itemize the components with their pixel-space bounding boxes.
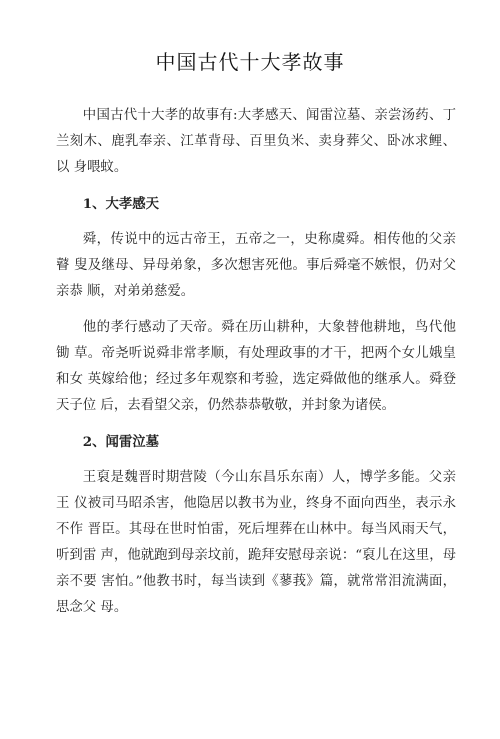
- section-heading-1: 1、大孝感天: [82, 196, 160, 212]
- section-1-paragraph-2: 他的孝行感动了天帝。舜在历山耕种，大象替他耕地，鸟代他锄 草。帝尧听说舜非常孝顺，有处理政事的才干，把两个女儿娥皇和女 英嫁给他；经过多年观察和考验，选定舜做他的继承人。舜登天子位 后，去看望父亲，仍然恭恭敬敬，并封象为诸侯。: [56, 320, 456, 413]
- section-1-paragraph-1: 舜，传说中的远古帝王，五帝之一，史称虞舜。相传他的父亲瞽 叟及继母、异母弟象，多次想害死他。事后舜毫不嫉恨，仍对父亲恭 顺，对弟弟慈爱。: [56, 232, 456, 299]
- section-2-paragraph-1: 王裒是魏晋时期营陵（今山东昌乐东南）人，博学多能。父亲王 仪被司马昭杀害，他隐居以教书为业，终身不面向西坐，表示永不作 晋臣。其母在世时怕雷，死后埋葬在山林中。每当风雨天气，听到雷 声，他就跑到母亲坟前，跪拜安慰母亲说：“裒儿在这里，母亲不要 害怕。”他教书时，每当读到《蓼莪》篇，就常常泪流满面，思念父 母。: [56, 470, 456, 615]
- document-body: [56, 103, 456, 631]
- intro-paragraph: 中国古代十大孝的故事有:大孝感天、闻雷泣墓、亲尝汤药、丁 兰刻木、鹿乳奉亲、江革背母、百里负米、卖身葬父、卧冰求鲤、以 身喂蚊。: [56, 108, 456, 175]
- page-title: 中国古代十大孝故事: [155, 50, 345, 74]
- section-heading-2: 2、闻雷泣墓: [82, 434, 160, 450]
